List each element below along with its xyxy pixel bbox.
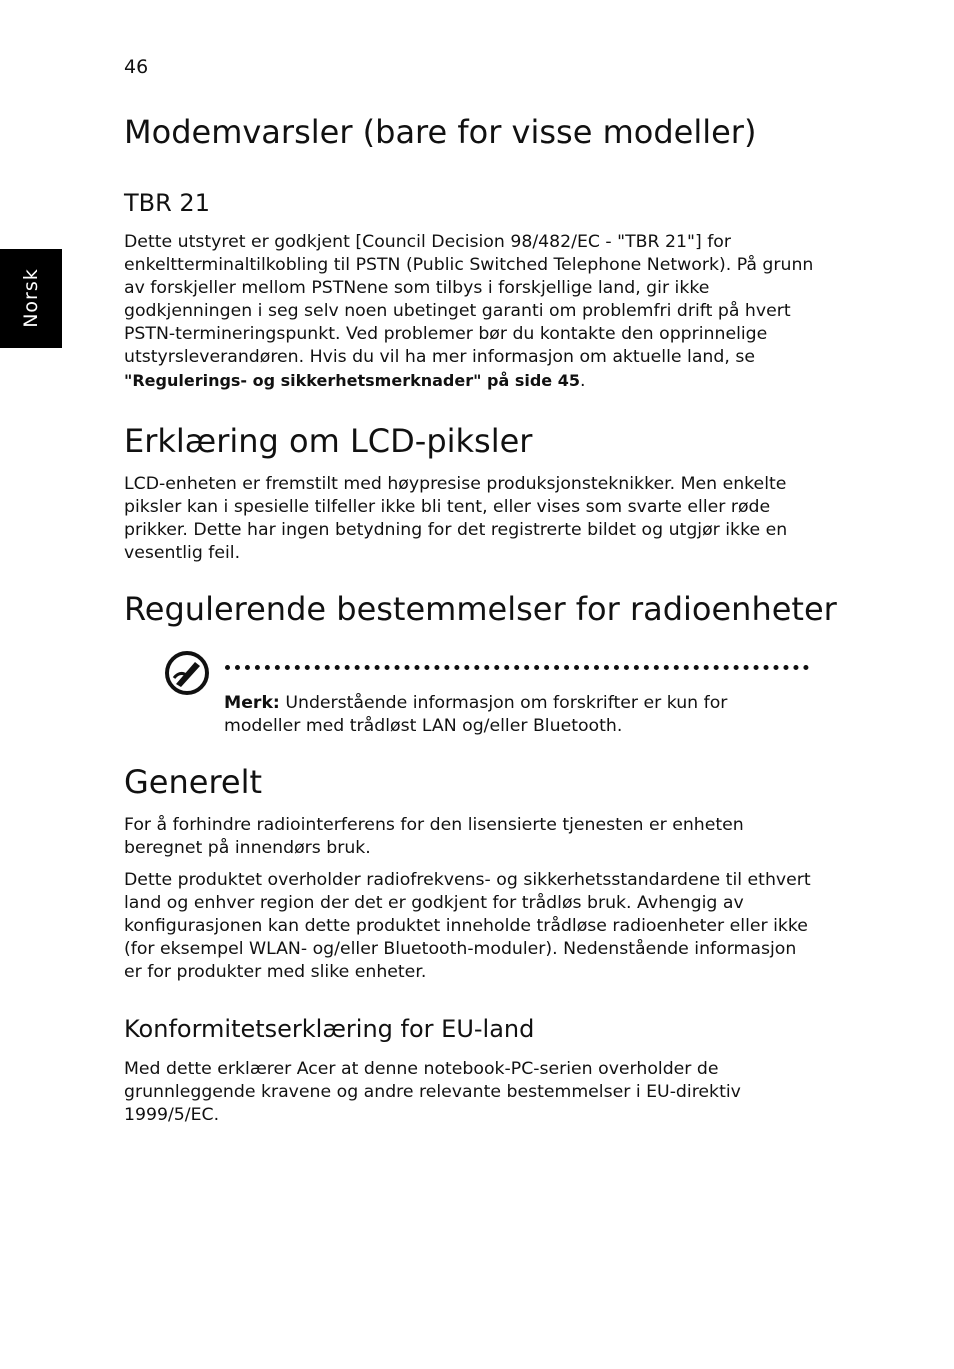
note-text: Understående informasjon om forskrifter er kun for modeller med trådløst LAN og/eller Bluetooth. [224,693,728,736]
general-heading: Generelt [124,763,263,801]
tbr-period: . [579,371,586,391]
language-tab-label: Norsk [20,268,42,328]
language-tab [0,249,62,348]
note-paragraph [224,692,784,738]
note-pencil-icon [164,650,210,696]
lcd-heading: Erklæring om LCD-piksler [124,422,533,460]
general-paragraph-1: For å forhindre radiointerferens for den lisensierte tjenesten er enheten beregnet på innendørs bruk. [124,815,744,858]
tbr-text: Dette utstyret er godkjent [Council Decision 98/482/EC - "TBR 21"] for enkeltterminaltilkobling til PSTN (Public Switched Telephone Network). På grunn av forskjeller mellom PSTNene som tilbys i forskjellige land, gir ikke godkjenningen i seg selv noen ubetinget garanti om problemfri drift på hvert PSTN-termineringspunkt. Ved problemer bør du kontakte den opprinnelige utstyrsleverandøren. Hvis du vil ha mer informasjon om aktuelle land, se [124,232,814,367]
eu-heading: Konformitetserklæring for EU-land [124,1015,535,1043]
note-divider [225,665,809,670]
tbr-reference-link[interactable]: "Regulerings- og sikkerhetsmerknader" på side 45 [124,371,580,390]
radio-heading: Regulerende bestemmelser for radioenheter [124,590,837,628]
general-paragraph-2: Dette produktet overholder radiofrekvens- og sikkerhetsstandardene til ethvert land og enhver region der det er godkjent for trådløs bruk. Avhengig av konfigurasjonen kan dette produktet inneholde trådløse radioenheter eller ikke (for eksempel WLAN- og/eller Bluetooth-moduler). Nedenstående informasjon er for produkter med slike enheter. [124,870,811,982]
modem-heading: Modemvarsler (bare for visse modeller) [124,113,757,151]
tbr-paragraph [124,231,814,393]
eu-paragraph: Med dette erklærer Acer at denne notebook-PC-serien overholder de grunnleggende kravene og andre relevante bestemmelser i EU-direktiv 1999/5/EC. [124,1059,741,1125]
lcd-paragraph: LCD-enheten er fremstilt med høypresise produksjonsteknikker. Men enkelte piksler kan i spesielle tilfeller ikke bli tent, eller vises som svarte eller røde prikker. Dette har ingen betydning for det registrerte bildet og utgjør ikke en vesentlig feil. [124,474,788,563]
tbr-heading: TBR 21 [124,189,210,217]
page-number: 46 [124,56,149,78]
note-label: Merk: [224,693,280,713]
